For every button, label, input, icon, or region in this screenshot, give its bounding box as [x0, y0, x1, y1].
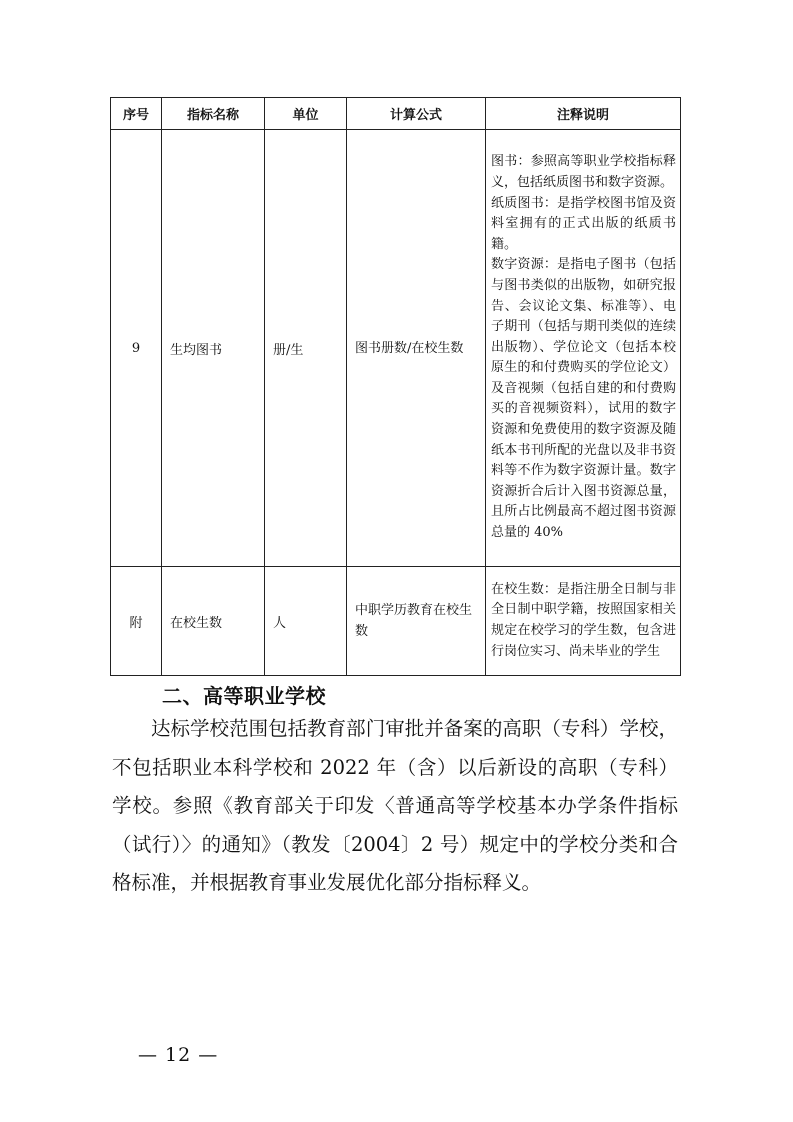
cell-indicator-name: 生均图书: [162, 130, 265, 567]
cell-notes: [486, 130, 681, 567]
cell-serial: 9: [111, 130, 162, 567]
header-unit: 单位: [265, 98, 347, 130]
header-serial: 序号: [111, 98, 162, 130]
cell-indicator-name: 在校生数: [162, 567, 265, 676]
cell-notes: [486, 567, 681, 676]
note-paragraph: 纸质图书：是指学校图书馆及资料室拥有的正式出版的纸质书籍。: [491, 195, 676, 252]
cell-serial: 附: [111, 567, 162, 676]
cell-formula: 中职学历教育在校生数: [347, 567, 486, 676]
note-paragraph: 数字资源：是指电子图书（包括与图书类似的出版物，如研究报告、会议论文集、标准等）、电子期刊（包括与期刊类似的连续出版物）、学位论文（包括本校原生的和付费购买的学位论文）及音视频（包括自建的和付费购买的音视频资料），试用的数字资源和免费使用的数字资源及随纸本书刊所配的光盘以及非书资料等不作为数字资源计量。数字资源折合后计入图书资源总量，且所占比例最高不超过图书资源总量的 40%: [491, 257, 676, 541]
note-paragraph: 在校生数：是指注册全日制与非全日制中职学籍，按照国家相关规定在校学习的学生数，包含进行岗位实习、尚未毕业的学生: [491, 581, 676, 659]
header-notes: 注释说明: [486, 98, 681, 130]
cell-unit: 册/生: [265, 130, 347, 567]
table-row: [111, 130, 681, 567]
section-heading: 二、高等职业学校: [162, 684, 326, 708]
page-number: — 12 —: [138, 1044, 219, 1066]
header-indicator-name: 指标名称: [162, 98, 265, 130]
cell-unit: 人: [265, 567, 347, 676]
indicator-table: [110, 97, 681, 676]
table-row: [111, 567, 681, 676]
section-paragraph: 达标学校范围包括教育部门审批并备案的高职（专科）学校，不包括职业本科学校和 2022 年（含）以后新设的高职（专科）学校。参照《教育部关于印发〈普通高等学校基本办学条件指标（试行）〉的通知》（教发〔2004〕2 号）规定中的学校分类和合格标准，并根据教育事业发展优化部分指标释义。: [112, 717, 678, 894]
note-paragraph: 图书：参照高等职业学校指标释义，包括纸质图书和数字资源。: [491, 154, 676, 190]
cell-formula: 图书册数/在校生数: [347, 130, 486, 567]
table-header-row: [111, 98, 681, 130]
header-formula: 计算公式: [347, 98, 486, 130]
